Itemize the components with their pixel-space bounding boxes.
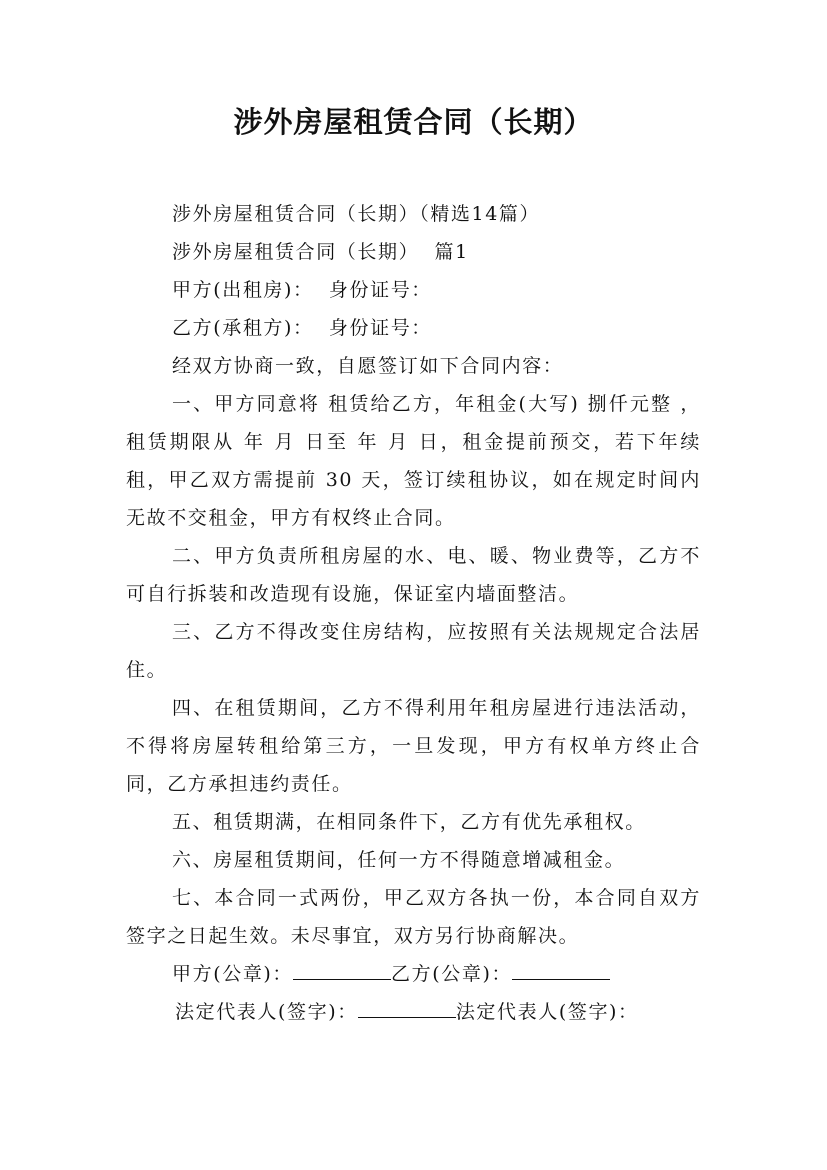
clause-1: 一、甲方同意将 租赁给乙方，年租金(大写) 捌仟元整 ，租赁期限从 年 月 日至 年 月 日，租金提前预交，若下年续租，甲乙双方需提前 30 天，签订续租协议，如在规定时间内无故不交租金，甲方有权终止合同。 bbox=[126, 393, 701, 529]
clause-7: 七、本合同一式两份，甲乙双方各执一份，本合同自双方签字之日起生效。未尽事宜，双方另行协商解决。 bbox=[126, 887, 701, 947]
rep-a-blank bbox=[358, 995, 456, 1018]
representative-row bbox=[126, 993, 701, 1031]
party-b-line: 乙方(承租方)： 身份证号： bbox=[172, 317, 432, 339]
rep-b-label: 法定代表人(签字)： bbox=[455, 1001, 639, 1023]
clause-3: 三、乙方不得改变住房结构，应按照有关法规规定合法居住。 bbox=[126, 621, 701, 681]
intro-paragraph: 经双方协商一致，自愿签订如下合同内容： bbox=[172, 355, 564, 377]
section-heading: 涉外房屋租赁合同（长期） 篇1 bbox=[172, 241, 469, 263]
clause-4: 四、在租赁期间，乙方不得利用年租房屋进行违法活动，不得将房屋转租给第三方，一旦发现，甲方有权单方终止合同，乙方承担违约责任。 bbox=[126, 697, 701, 795]
clause-5: 五、租赁期满，在相同条件下，乙方有优先承租权。 bbox=[172, 811, 646, 833]
seal-row bbox=[126, 955, 701, 993]
document-subtitle: 涉外房屋租赁合同（长期）（精选14篇） bbox=[172, 203, 541, 225]
party-b-seal-blank bbox=[512, 957, 610, 980]
party-a-seal-blank bbox=[293, 957, 391, 980]
clause-6: 六、房屋租赁期间，任何一方不得随意增减租金。 bbox=[172, 849, 626, 871]
clause-2: 二、甲方负责所租房屋的水、电、暖、物业费等，乙方不可自行拆装和改造现有设施，保证室内墙面整洁。 bbox=[126, 545, 701, 605]
party-b-seal-label: 乙方(公章)： bbox=[391, 963, 513, 985]
party-a-seal-label: 甲方(公章)： bbox=[172, 963, 294, 985]
rep-a-label: 法定代表人(签字)： bbox=[175, 1001, 358, 1023]
document-title: 涉外房屋租赁合同（长期） bbox=[233, 105, 594, 139]
document-body bbox=[126, 195, 701, 1031]
party-a-line: 甲方(出租房)： 身份证号： bbox=[172, 279, 432, 301]
